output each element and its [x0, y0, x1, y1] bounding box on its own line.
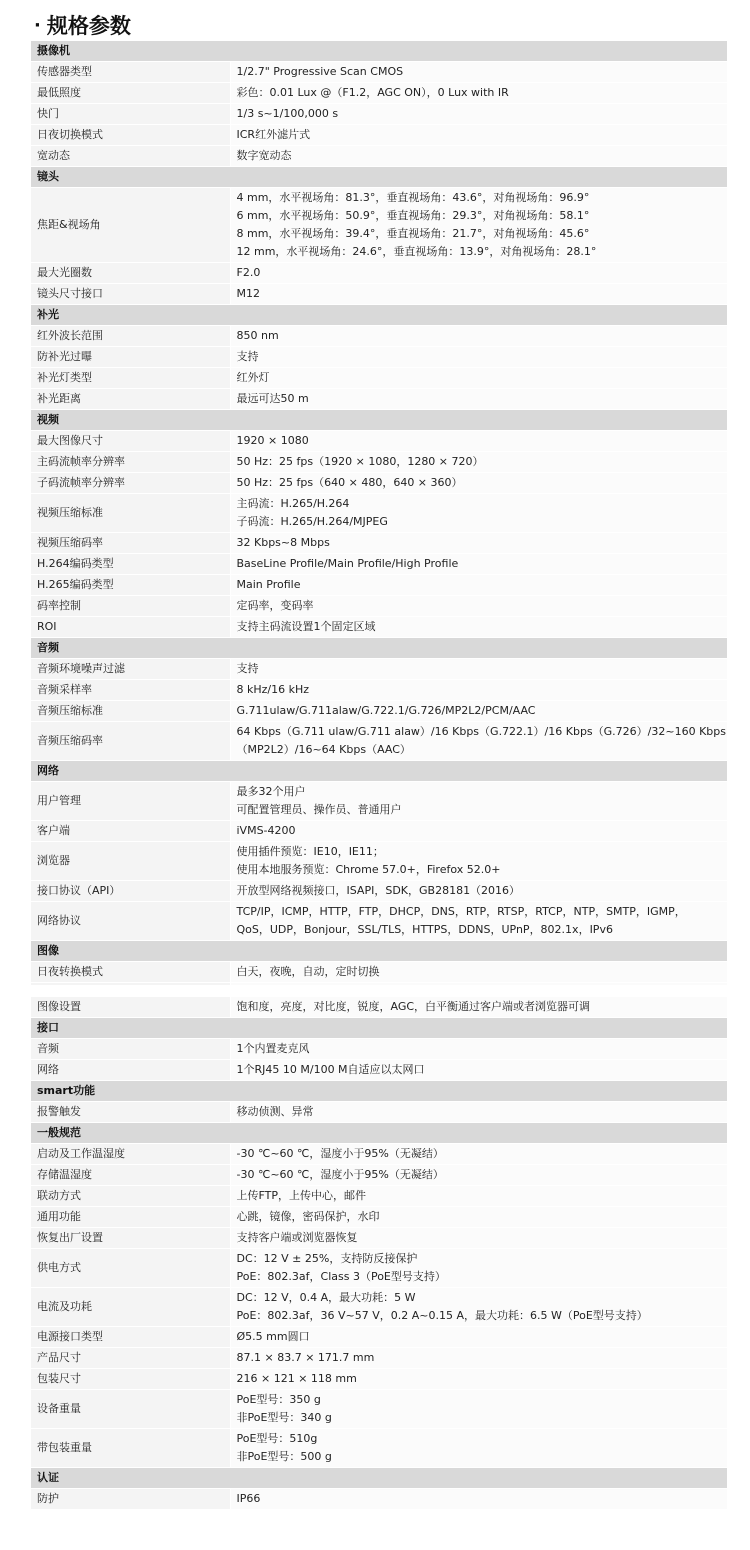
- spec-value: [230, 1165, 727, 1186]
- spec-row: [31, 617, 727, 638]
- spec-row: [31, 473, 727, 494]
- spec-row: [31, 104, 727, 125]
- spec-value: [230, 554, 727, 575]
- spec-row: [31, 1102, 727, 1123]
- spec-value-line: 非PoE型号：500 g: [236, 1450, 332, 1463]
- spec-value-line: 8 mm，水平视场角：39.4°，垂直视场角：21.7°，对角视场角：45.6°: [236, 227, 590, 240]
- spec-label: 用户管理: [31, 782, 230, 821]
- spec-row: [31, 701, 727, 722]
- spec-value-line: PoE：802.3af，36 V~57 V，0.2 A~0.15 A，最大功耗：6.5 W（PoE型号支持）: [236, 1309, 648, 1322]
- spec-row: [31, 1288, 727, 1327]
- spec-row: [31, 1207, 727, 1228]
- spec-label: 补光距离: [31, 389, 230, 410]
- spec-row: [31, 431, 727, 452]
- spec-row: [31, 494, 727, 533]
- section-title: 接口: [31, 1018, 727, 1039]
- spec-value-line: DC：12 V ± 25%，支持防反接保护: [236, 1252, 418, 1265]
- spec-label: 补光灯类型: [31, 368, 230, 389]
- spec-value-line: -30 ℃~60 ℃，湿度小于95%（无凝结）: [236, 1147, 444, 1160]
- spec-label: 联动方式: [31, 1186, 230, 1207]
- section-header: [31, 1468, 727, 1489]
- spec-value-line: 白天，夜晚，自动，定时切换: [236, 965, 380, 978]
- spec-label: 供电方式: [31, 1249, 230, 1288]
- spec-label: 网络: [31, 1060, 230, 1081]
- spec-label: 镜头尺寸接口: [31, 284, 230, 305]
- spec-value: [230, 596, 727, 617]
- spec-label: 红外波长范围: [31, 326, 230, 347]
- spec-row: [31, 782, 727, 821]
- spec-value-line: 6 mm，水平视场角：50.9°，垂直视场角：29.3°，对角视场角：58.1°: [236, 209, 590, 222]
- spec-value-line: PoE：802.3af，Class 3（PoE型号支持）: [236, 1270, 446, 1283]
- spec-value-line: BaseLine Profile/Main Profile/High Profile: [236, 557, 459, 570]
- spec-label: 宽动态: [31, 146, 230, 167]
- spec-value: [230, 575, 727, 596]
- spec-row: [31, 842, 727, 881]
- spec-label: 视频压缩标准: [31, 494, 230, 533]
- section-header: [31, 638, 727, 659]
- spec-value: [230, 997, 727, 1018]
- spec-row: [31, 1369, 727, 1390]
- spec-value: [230, 284, 727, 305]
- spec-label: 通用功能: [31, 1207, 230, 1228]
- spec-value-line: ICR红外滤片式: [236, 128, 311, 141]
- spec-value-line: F2.0: [236, 266, 261, 279]
- spec-label: 焦距&视场角: [31, 188, 230, 263]
- spec-value-line: -30 ℃~60 ℃，湿度小于95%（无凝结）: [236, 1168, 444, 1181]
- spec-row: [31, 821, 727, 842]
- spec-value-line: Main Profile: [236, 578, 301, 591]
- spec-row: [31, 680, 727, 701]
- spec-table-part-2: [31, 997, 727, 1510]
- spec-label: 防护: [31, 1489, 230, 1510]
- spec-label: 最低照度: [31, 83, 230, 104]
- spec-value-line: 子码流：H.265/H.264/MJPEG: [236, 515, 388, 528]
- spec-value-line: PoE型号：350 g: [236, 1393, 321, 1406]
- spec-value-line: 支持: [236, 350, 259, 363]
- spec-value: [230, 473, 727, 494]
- spec-value-line: 4 mm，水平视场角：81.3°，垂直视场角：43.6°，对角视场角：96.9°: [236, 191, 590, 204]
- spec-row: [31, 1489, 727, 1510]
- spec-row: [31, 962, 727, 983]
- spec-label: 音频压缩标准: [31, 701, 230, 722]
- spec-value-line: 可配置管理员、操作员、普通用户: [236, 803, 402, 816]
- spec-label: 音频压缩码率: [31, 722, 230, 761]
- spec-value: [230, 1288, 727, 1327]
- spec-value: [230, 125, 727, 146]
- spec-value: [230, 452, 727, 473]
- spec-value-line: 支持: [236, 662, 259, 675]
- spec-value: [230, 1429, 727, 1468]
- spec-value: [230, 83, 727, 104]
- spec-value-line: QoS，UDP，Bonjour，SSL/TLS，HTTPS，DDNS，UPnP，802.1x，IPv6: [236, 923, 613, 936]
- spec-value-line: 数字宽动态: [236, 149, 292, 162]
- spec-label: 带包装重量: [31, 1429, 230, 1468]
- spec-label: 启动及工作温湿度: [31, 1144, 230, 1165]
- spec-label: 音频环境噪声过滤: [31, 659, 230, 680]
- spec-label: H.264编码类型: [31, 554, 230, 575]
- spec-row: [31, 1165, 727, 1186]
- spec-value-line: PoE型号：510g: [236, 1432, 318, 1445]
- section-header: [31, 761, 727, 782]
- spec-label: 传感器类型: [31, 62, 230, 83]
- spec-row: [31, 1228, 727, 1249]
- spec-label: 子码流帧率分辨率: [31, 473, 230, 494]
- spec-value-line: 开放型网络视频接口，ISAPI，SDK，GB28181（2016）: [236, 884, 521, 897]
- spec-label: H.265编码类型: [31, 575, 230, 596]
- spec-value-line: Ø5.5 mm圆口: [236, 1330, 310, 1343]
- spec-value-line: 上传FTP，上传中心，邮件: [236, 1189, 366, 1202]
- spec-value: [230, 617, 727, 638]
- heading-bullet: ·: [34, 14, 41, 36]
- spec-value-line: 850 nm: [236, 329, 279, 342]
- spec-value: [230, 1144, 727, 1165]
- spec-row: [31, 596, 727, 617]
- spec-value: [230, 1489, 727, 1510]
- page-title: 规格参数: [46, 14, 131, 38]
- spec-value-line: IP66: [236, 1492, 261, 1505]
- spec-value: [230, 1327, 727, 1348]
- spec-value: [230, 188, 727, 263]
- spec-label: 码率控制: [31, 596, 230, 617]
- spec-row: [31, 146, 727, 167]
- spec-value-line: 1/3 s~1/100,000 s: [236, 107, 339, 120]
- spec-value: [230, 326, 727, 347]
- spec-value: [230, 1060, 727, 1081]
- spec-value: [230, 842, 727, 881]
- spec-row: [31, 1249, 727, 1288]
- spec-value: [230, 1390, 727, 1429]
- spec-label: 包装尺寸: [31, 1369, 230, 1390]
- spec-row: [31, 1348, 727, 1369]
- spec-row: [31, 368, 727, 389]
- spec-value-line: （MP2L2）/16~64 Kbps（AAC）: [236, 743, 411, 756]
- spec-value-line: 12 mm，水平视场角：24.6°，垂直视场角：13.9°，对角视场角：28.1°: [236, 245, 597, 258]
- spec-value: [230, 1102, 727, 1123]
- spec-value-line: 1/2.7" Progressive Scan CMOS: [236, 65, 404, 78]
- spec-value: [230, 533, 727, 554]
- spec-row: [31, 1060, 727, 1081]
- spec-value-line: 32 Kbps~8 Mbps: [236, 536, 330, 549]
- spec-value-line: 最多32个用户: [236, 785, 306, 798]
- section-title: 补光: [31, 305, 727, 326]
- section-header: [31, 1081, 727, 1102]
- spec-row: [31, 83, 727, 104]
- spec-label: 快门: [31, 104, 230, 125]
- spec-label: 产品尺寸: [31, 1348, 230, 1369]
- spec-value: [230, 146, 727, 167]
- section-title: 一般规范: [31, 1123, 727, 1144]
- spec-value: [230, 659, 727, 680]
- spec-value: [230, 821, 727, 842]
- spec-label: 日夜切换模式: [31, 125, 230, 146]
- spec-value: [230, 347, 727, 368]
- spec-value: [230, 722, 727, 761]
- spec-value-line: 1个RJ45 10 M/100 M自适应以太网口: [236, 1063, 425, 1076]
- spec-value: [230, 782, 727, 821]
- spec-value-line: 主码流：H.265/H.264: [236, 497, 350, 510]
- spec-value: [230, 104, 727, 125]
- spec-value-line: 87.1 × 83.7 × 171.7 mm: [236, 1351, 375, 1364]
- spec-value: [230, 62, 727, 83]
- spec-row: [31, 1039, 727, 1060]
- spec-row: [31, 347, 727, 368]
- spec-row: [31, 1327, 727, 1348]
- spec-row: [31, 284, 727, 305]
- spec-label: 最大光圈数: [31, 263, 230, 284]
- spec-label: ROI: [31, 617, 230, 638]
- spec-value-line: TCP/IP，ICMP，HTTP，FTP，DHCP，DNS，RTP，RTSP，RTCP，NTP，SMTP，IGMP，: [236, 905, 686, 918]
- spec-value-line: 支持主码流设置1个固定区域: [236, 620, 376, 633]
- spec-label: 接口协议（API）: [31, 881, 230, 902]
- spec-value-line: 1920 × 1080: [236, 434, 309, 447]
- spec-label: 电流及功耗: [31, 1288, 230, 1327]
- spec-label: 图像设置: [31, 997, 230, 1018]
- spec-row: [31, 997, 727, 1018]
- spec-label: 音频: [31, 1039, 230, 1060]
- spec-label: 客户端: [31, 821, 230, 842]
- spec-value-line: 非PoE型号：340 g: [236, 1411, 332, 1424]
- section-header: [31, 1018, 727, 1039]
- spec-value-line: DC：12 V，0.4 A，最大功耗：5 W: [236, 1291, 416, 1304]
- spec-value-line: 最远可达50 m: [236, 392, 309, 405]
- spec-value: [230, 1348, 727, 1369]
- spec-value-line: 8 kHz/16 kHz: [236, 683, 310, 696]
- spec-row: [31, 1186, 727, 1207]
- spec-value: [230, 902, 727, 941]
- spec-value-line: 使用插件预览：IE10，IE11；: [236, 845, 384, 858]
- section-title: 认证: [31, 1468, 727, 1489]
- spec-row: [31, 1429, 727, 1468]
- spec-value-line: 彩色：0.01 Lux @（F1.2，AGC ON），0 Lux with IR: [236, 86, 509, 99]
- spec-row: [31, 62, 727, 83]
- spec-value: [230, 881, 727, 902]
- section-title: smart功能: [31, 1081, 727, 1102]
- section-title: 镜头: [31, 167, 727, 188]
- spec-value-line: 移动侦测、异常: [236, 1105, 314, 1118]
- spec-label: 报警触发: [31, 1102, 230, 1123]
- spec-value-line: 1个内置麦克风: [236, 1042, 310, 1055]
- spec-row: [31, 881, 727, 902]
- section-title: 视频: [31, 410, 727, 431]
- spec-value-line: 216 × 121 × 118 mm: [236, 1372, 357, 1385]
- spec-row: [31, 188, 727, 263]
- spec-value: [230, 1228, 727, 1249]
- spec-label: 电源接口类型: [31, 1327, 230, 1348]
- spec-value-line: 心跳，镜像，密码保护，水印: [236, 1210, 380, 1223]
- section-header: [31, 941, 727, 962]
- table-gap: [0, 985, 750, 997]
- spec-row: [31, 659, 727, 680]
- spec-label: 音频采样率: [31, 680, 230, 701]
- spec-value: [230, 962, 727, 983]
- spec-row: [31, 452, 727, 473]
- spec-value: [230, 1186, 727, 1207]
- section-title: 摄像机: [31, 41, 727, 62]
- spec-table-part-1: [31, 41, 727, 1004]
- spec-value-line: 64 Kbps（G.711 ulaw/G.711 alaw）/16 Kbps（G.722.1）/16 Kbps（G.726）/32~160 Kbps: [236, 725, 726, 738]
- spec-value: [230, 431, 727, 452]
- spec-heading: [34, 8, 131, 42]
- spec-label: 防补光过曝: [31, 347, 230, 368]
- spec-value: [230, 1249, 727, 1288]
- spec-row: [31, 554, 727, 575]
- section-title: 网络: [31, 761, 727, 782]
- spec-label: 主码流帧率分辨率: [31, 452, 230, 473]
- spec-value-line: 使用本地服务预览：Chrome 57.0+，Firefox 52.0+: [236, 863, 501, 876]
- spec-row: [31, 125, 727, 146]
- section-header: [31, 167, 727, 188]
- section-header: [31, 305, 727, 326]
- spec-value: [230, 680, 727, 701]
- section-header: [31, 410, 727, 431]
- spec-value-line: iVMS-4200: [236, 824, 296, 837]
- spec-row: [31, 263, 727, 284]
- spec-label: 设备重量: [31, 1390, 230, 1429]
- spec-label: 视频压缩码率: [31, 533, 230, 554]
- spec-value-line: 50 Hz：25 fps（1920 × 1080，1280 × 720）: [236, 455, 484, 468]
- spec-label: 浏览器: [31, 842, 230, 881]
- spec-row: [31, 902, 727, 941]
- spec-label: 恢复出厂设置: [31, 1228, 230, 1249]
- spec-label: 存储温湿度: [31, 1165, 230, 1186]
- spec-value-line: 50 Hz：25 fps（640 × 480，640 × 360）: [236, 476, 463, 489]
- spec-value: [230, 368, 727, 389]
- spec-value-line: 定码率，变码率: [236, 599, 314, 612]
- spec-value-line: 饱和度，亮度，对比度，锐度，AGC，白平衡通过客户端或者浏览器可调: [236, 1000, 591, 1013]
- spec-label: 最大图像尺寸: [31, 431, 230, 452]
- spec-value: [230, 1207, 727, 1228]
- spec-value: [230, 701, 727, 722]
- section-title: 图像: [31, 941, 727, 962]
- spec-value-line: G.711ulaw/G.711alaw/G.722.1/G.726/MP2L2/PCM/AAC: [236, 704, 536, 717]
- spec-row: [31, 575, 727, 596]
- spec-value: [230, 1039, 727, 1060]
- spec-value-line: 红外灯: [236, 371, 270, 384]
- spec-row: [31, 326, 727, 347]
- spec-row: [31, 389, 727, 410]
- spec-value-line: M12: [236, 287, 260, 300]
- spec-row: [31, 533, 727, 554]
- spec-value: [230, 1369, 727, 1390]
- spec-label: 日夜转换模式: [31, 962, 230, 983]
- spec-row: [31, 1144, 727, 1165]
- spec-value: [230, 263, 727, 284]
- spec-row: [31, 1390, 727, 1429]
- spec-value: [230, 494, 727, 533]
- section-header: [31, 1123, 727, 1144]
- section-title: 音频: [31, 638, 727, 659]
- spec-value: [230, 389, 727, 410]
- section-header: [31, 41, 727, 62]
- spec-label: 网络协议: [31, 902, 230, 941]
- spec-row: [31, 722, 727, 761]
- spec-value-line: 支持客户端或浏览器恢复: [236, 1231, 358, 1244]
